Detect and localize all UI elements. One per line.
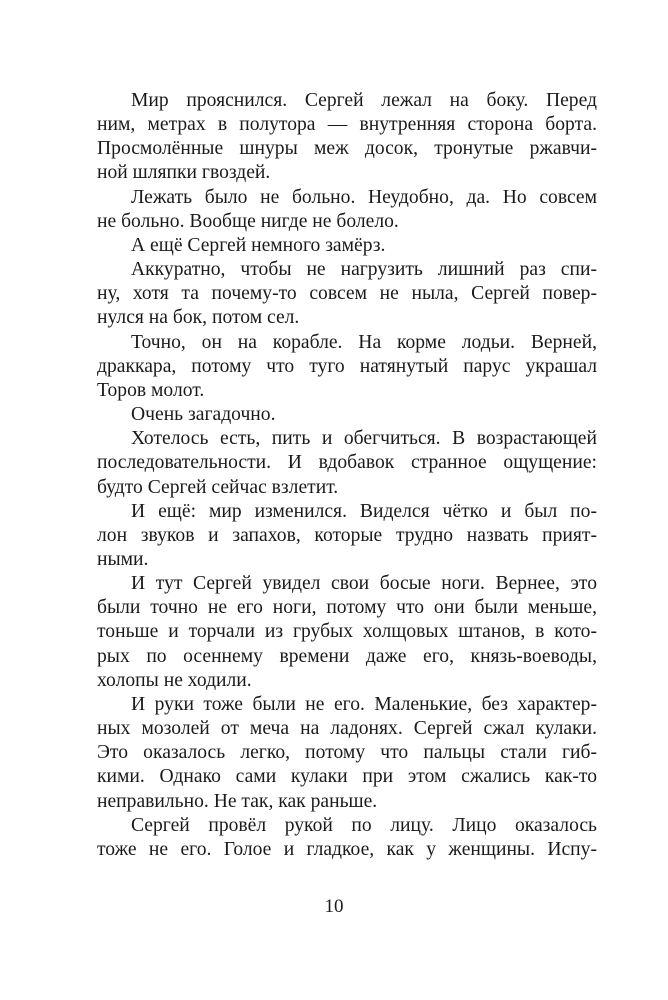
text-line: И ещё: мир изменился. Виделся чётко и был по- xyxy=(131,500,597,522)
paragraph xyxy=(97,427,597,499)
paragraph xyxy=(97,403,597,427)
text-line: ним, метрах в полутора — внутренняя сторона борта. xyxy=(97,114,597,136)
paragraph xyxy=(97,572,597,693)
text-line: Точно, он на корабле. На корме лодьи. Верней, xyxy=(131,331,597,353)
text-line: будто Сергей сейчас взлетит. xyxy=(97,476,339,498)
text-line: Лежать было не больно. Неудобно, да. Но совсем xyxy=(131,186,597,208)
text-line: тоньше и торчали из грубых холщовых штанов, в кото- xyxy=(97,621,597,643)
text-line: Хотелось есть, пить и обегчиться. В возрастающей xyxy=(131,428,597,450)
text-line: ну, хотя та почему-то совсем не ныла, Сергей повер- xyxy=(97,283,597,305)
paragraph xyxy=(97,331,597,403)
text-line: А ещё Сергей немного замёрз. xyxy=(131,234,386,256)
text-line: ными. xyxy=(97,548,149,570)
text-line: Очень загадочно. xyxy=(131,404,276,426)
text-line: неправильно. Не так, как раньше. xyxy=(97,790,378,812)
body-text xyxy=(97,89,597,862)
text-line: тоже не его. Голое и гладкое, как у женщины. Испу- xyxy=(97,838,597,860)
text-line: Мир прояснился. Сергей лежал на боку. Перед xyxy=(131,90,597,111)
paragraph xyxy=(97,89,597,186)
text-line: И руки тоже были не его. Маленькие, без характер- xyxy=(131,693,597,715)
paragraph xyxy=(97,258,597,330)
text-line: Аккуратно, чтобы не нагрузить лишний раз спи- xyxy=(131,259,597,281)
text-line: Торов молот. xyxy=(97,379,205,401)
text-line: были точно не его ноги, потому что они были меньше, xyxy=(97,597,597,619)
paragraph xyxy=(97,186,597,234)
text-line: последовательности. И вдобавок странное ощущение: xyxy=(97,452,597,474)
text-line: Просмолённые шнуры меж досок, тронутые ржавчи- xyxy=(97,138,597,160)
paragraph xyxy=(97,693,597,814)
text-line: ной шляпки гвоздей. xyxy=(97,162,271,184)
text-line: лон звуков и запахов, которые трудно назвать прият- xyxy=(97,524,597,546)
page-number: 10 xyxy=(324,896,344,917)
text-line: нулся на бок, потом сел. xyxy=(97,307,300,329)
paragraph xyxy=(97,234,597,258)
text-line: холопы не ходили. xyxy=(97,669,252,691)
text-line: не больно. Вообще нигде не болело. xyxy=(97,210,399,232)
text-line: кими. Однако сами кулаки при этом сжались как-то xyxy=(97,766,597,788)
text-line: Сергей провёл рукой по лицу. Лицо оказалось xyxy=(131,814,597,836)
text-line: И тут Сергей увидел свои босые ноги. Вернее, это xyxy=(131,573,597,595)
text-line: Это оказалось легко, потому что пальцы стали гиб- xyxy=(97,742,597,764)
text-line: ных мозолей от меча на ладонях. Сергей сжал кулаки. xyxy=(97,718,597,740)
text-line: драккара, потому что туго натянутый парус украшал xyxy=(97,355,597,377)
text-line: рых по осеннему времени даже его, князь-воеводы, xyxy=(97,645,597,667)
paragraph xyxy=(97,500,597,572)
paragraph xyxy=(97,814,597,862)
